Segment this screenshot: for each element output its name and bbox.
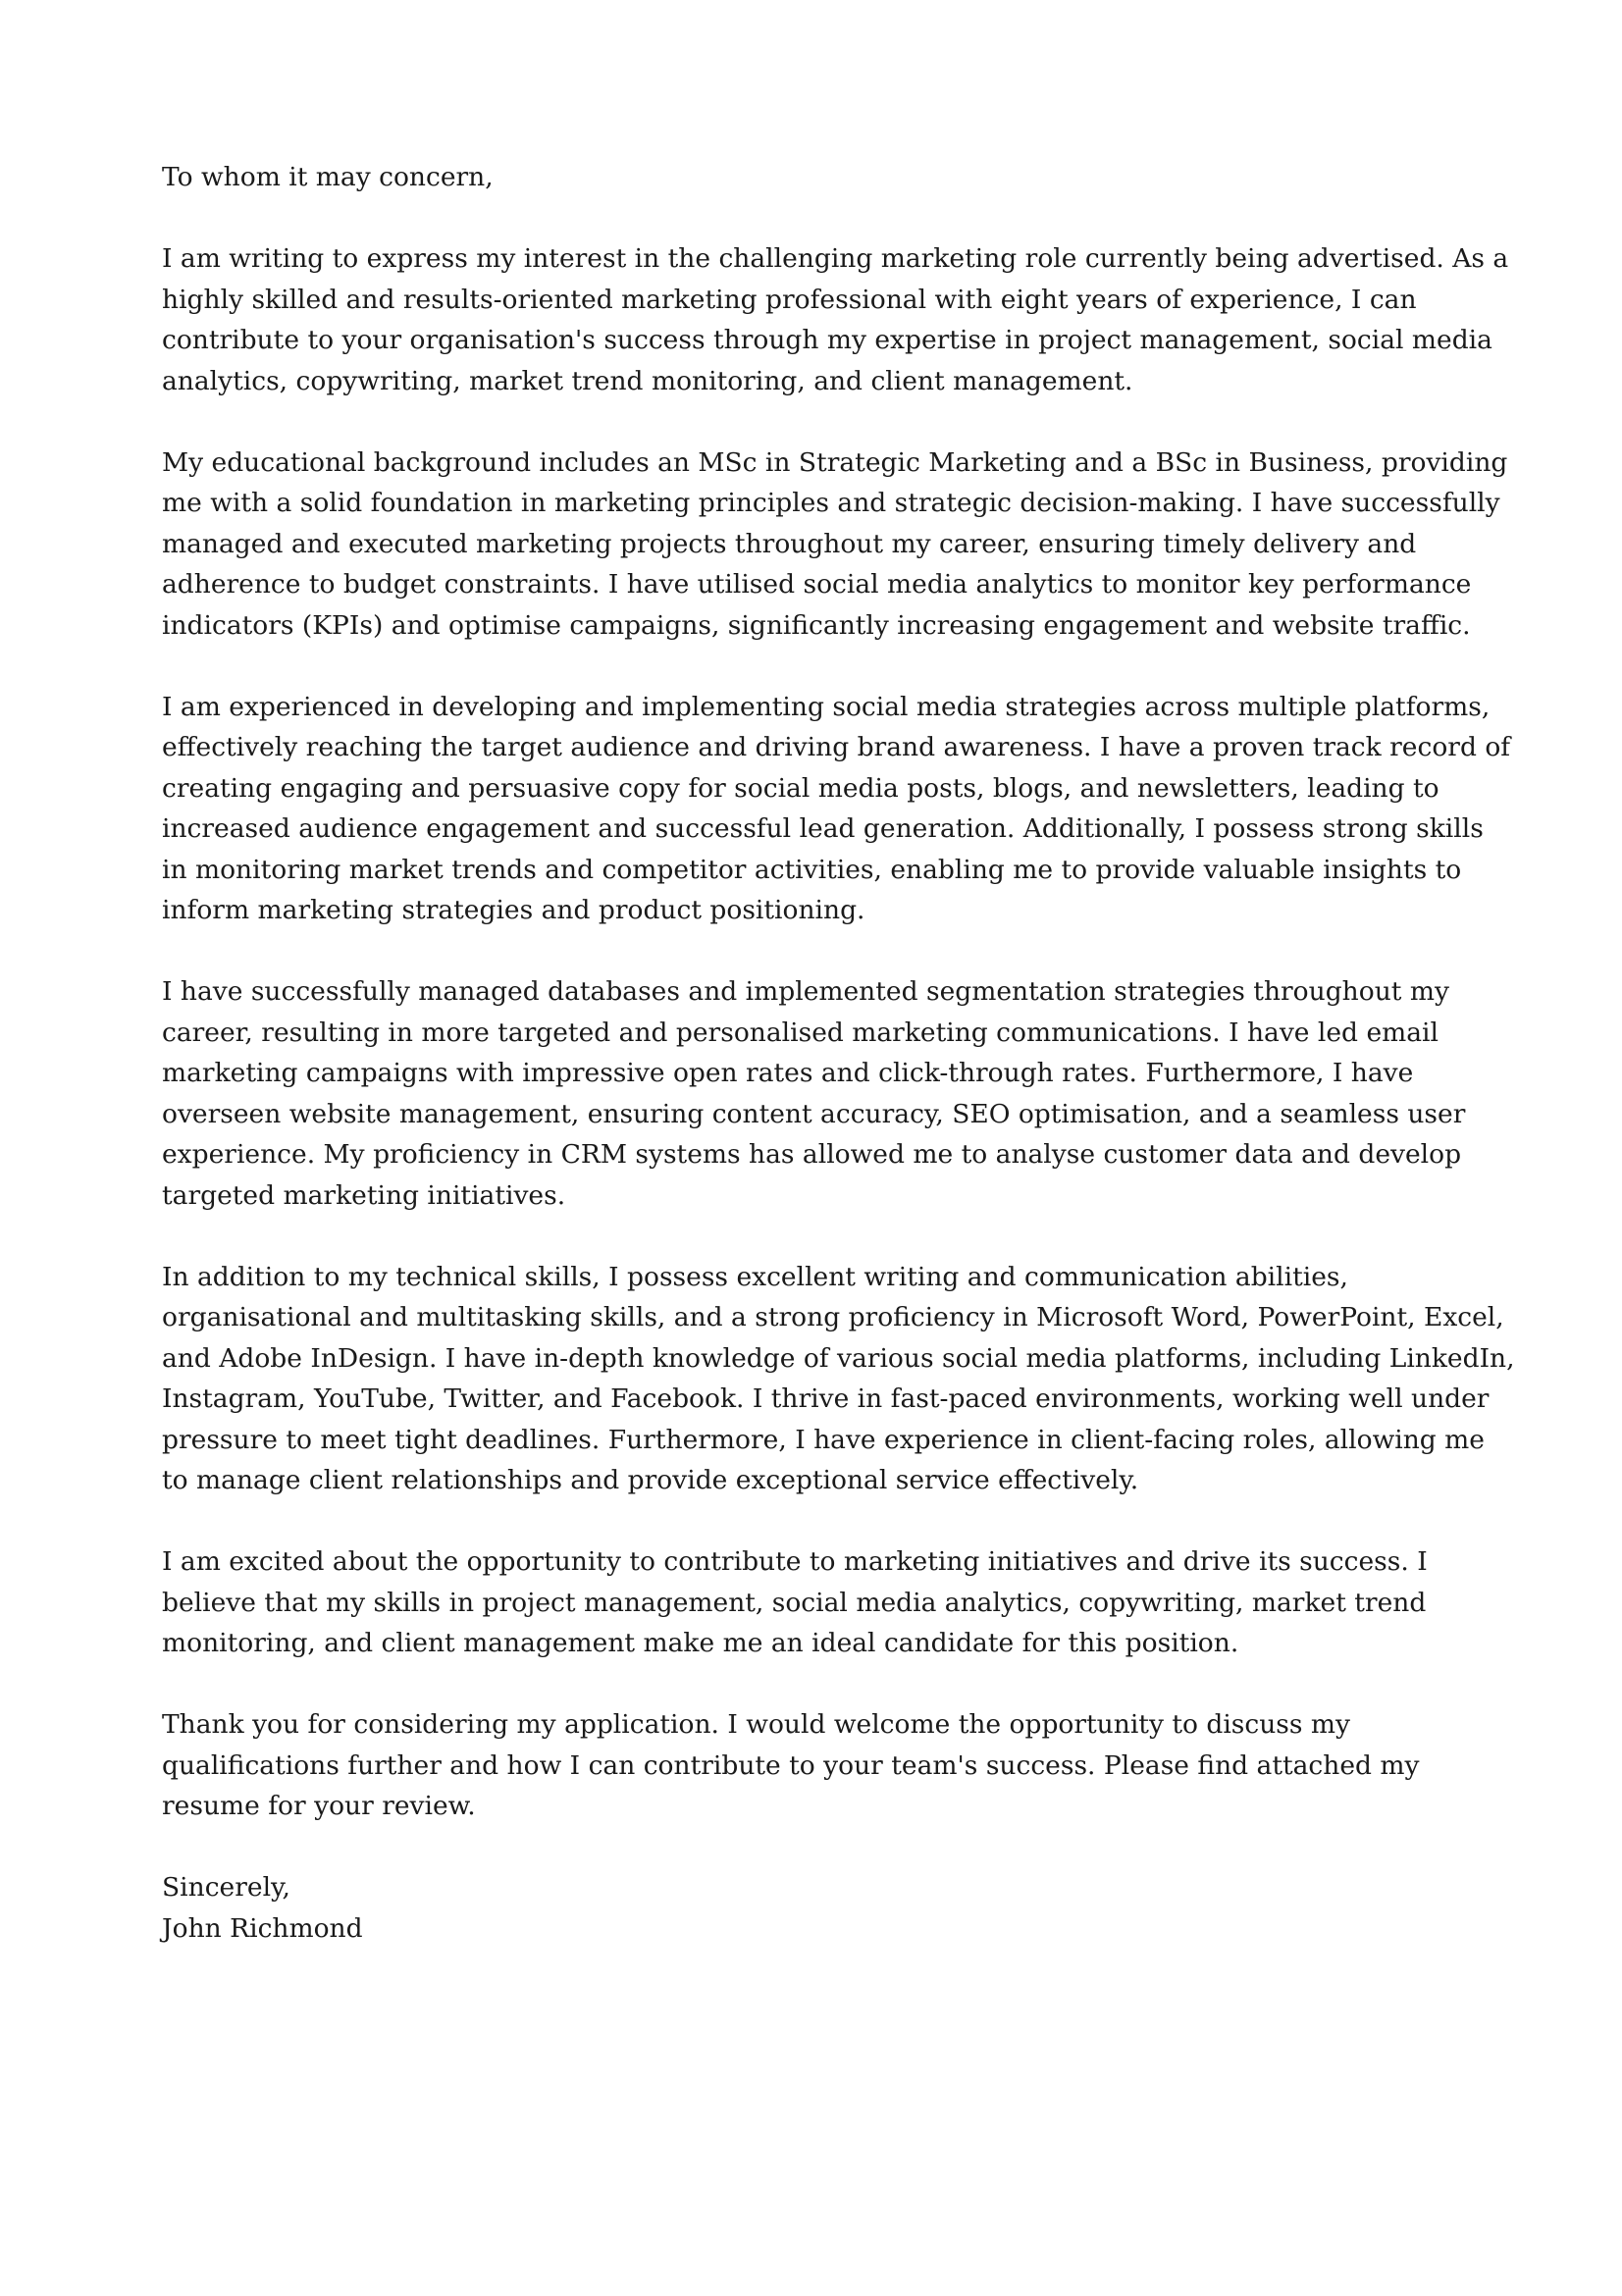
paragraph-thanks: Thank you for considering my application. I would welcome the opportunity to discuss my qualifications further and how I can contribute to your team's success. Please find attached my resume for your review. bbox=[162, 1709, 1420, 1821]
closing-block bbox=[162, 1867, 1516, 1949]
signature-name: John Richmond bbox=[162, 1912, 363, 1944]
closing-phrase: Sincerely, bbox=[162, 1872, 290, 1903]
paragraph-social-media: I am experienced in developing and implementing social media strategies across multiple platforms, effectively reaching the target audience and driving brand awareness. I have a proven track record of creating engaging and persuasive copy for social media posts, blogs, and newsletters, leading to increased audience engagement and successful lead generation. Additionally, I possess strong skills in monitoring market trends and competitor activities, enabling me to provide valuable insights to inform marketing strategies and product positioning. bbox=[162, 691, 1511, 925]
paragraph-databases: I have successfully managed databases and implemented segmentation strategies throughout my career, resulting in more targeted and personalised marketing communications. I have led email marketing campaigns with impressive open rates and click-through rates. Furthermore, I have overseen website management, ensuring content accuracy, SEO optimisation, and a seamless user experience. My proficiency in CRM systems has allowed me to analyse customer data and develop targeted marketing initiatives. bbox=[162, 976, 1466, 1211]
paragraph-skills: In addition to my technical skills, I possess excellent writing and communication abilities, organisational and multitasking skills, and a strong proficiency in Microsoft Word, PowerPoint, Excel, and Adobe InDesign. I have in-depth knowledge of various social media platforms, including LinkedIn, Instagram, YouTube, Twitter, and Facebook. I thrive in fast-paced environments, working well under pressure to meet tight deadlines. Furthermore, I have experience in client-facing roles, allowing me to manage client relationships and provide exceptional service effectively. bbox=[162, 1261, 1515, 1495]
paragraph-motivation: I am excited about the opportunity to contribute to marketing initiatives and drive its success. I believe that my skills in project management, social media analytics, copywriting, market trend monitoring, and client management make me an ideal candidate for this position. bbox=[162, 1546, 1428, 1658]
paragraph-introduction: I am writing to express my interest in the challenging marketing role currently being advertised. As a highly skilled and results-oriented marketing professional with eight years of experience, I can contribute to your organisation's success through my expertise in project management, social media analytics, copywriting, market trend monitoring, and client management. bbox=[162, 243, 1509, 396]
paragraph-education: My educational background includes an MSc in Strategic Marketing and a BSc in Business, providing me with a solid foundation in marketing principles and strategic decision-making. I have successfully managed and executed marketing projects throughout my career, ensuring timely delivery and adherence to budget constraints. I have utilised social media analytics to monitor key performance indicators (KPIs) and optimise campaigns, significantly increasing engagement and website traffic. bbox=[162, 446, 1508, 641]
cover-letter-body bbox=[162, 157, 1516, 1949]
salutation: To whom it may concern, bbox=[162, 162, 494, 192]
